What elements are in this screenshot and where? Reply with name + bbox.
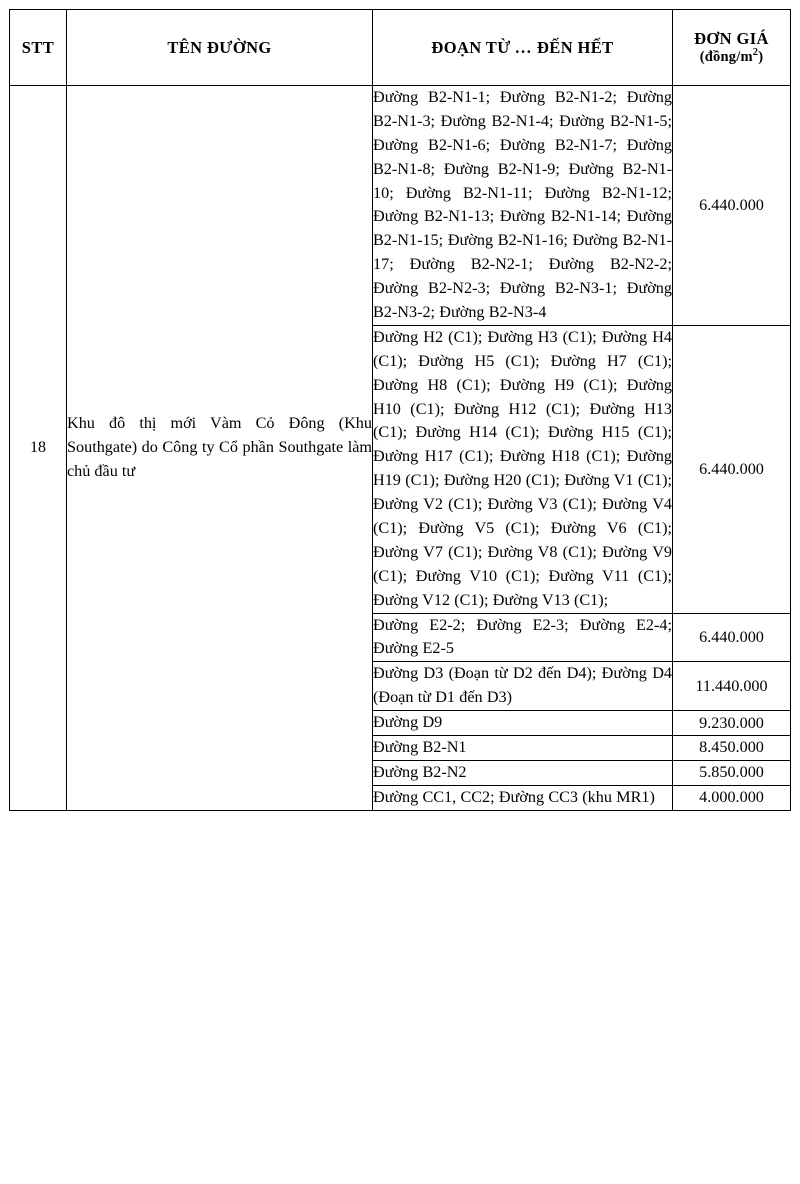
unit-price-title: ĐƠN GIÁ [694, 28, 769, 48]
header-row [10, 10, 791, 86]
unit-prefix: (đồng/m [699, 49, 753, 66]
cell-price: 6.440.000 [673, 613, 791, 662]
cell-segment: Đường B2-N1-1; Đường B2-N1-2; Đường B2-N1-3; Đường B2-N1-4; Đường B2-N1-5; Đường B2-N1-6; Đường B2-N1-7; Đường B2-N1-8; Đường B2-N1-9; Đường B2-N1-10; Đường B2-N1-11; Đường B2-N1-12; Đường B2-N1-13; Đường B2-N1-14; Đường B2-N1-15; Đường B2-N1-16; Đường B2-N1-17; Đường B2-N2-1; Đường B2-N2-2; Đường B2-N2-3; Đường B2-N3-1; Đường B2-N3-2; Đường B2-N3-4 [373, 86, 673, 326]
table-header [10, 10, 791, 86]
column-header-stt: STT [10, 10, 67, 86]
cell-price: 6.440.000 [673, 325, 791, 613]
column-header-street-name: TÊN ĐƯỜNG [67, 10, 373, 86]
cell-price: 6.440.000 [673, 86, 791, 326]
cell-segment: Đường E2-2; Đường E2-3; Đường E2-4; Đường E2-5 [373, 613, 673, 662]
cell-segment: Đường B2-N1 [373, 736, 673, 761]
column-header-segment [373, 10, 673, 86]
cell-segment: Đường H2 (C1); Đường H3 (C1); Đường H4 (C1); Đường H5 (C1); Đường H7 (C1); Đường H8 (C1); Đường H9 (C1); Đường H10 (C1); Đường H12 (C1); Đường H13 (C1); Đường H14 (C1); Đường H15 (C1); Đường H17 (C1); Đường H18 (C1); Đường H19 (C1); Đường H20 (C1); Đường V1 (C1); Đường V2 (C1); Đường V3 (C1); Đường V4 (C1); Đường V5 (C1); Đường V6 (C1); Đường V7 (C1); Đường V8 (C1); Đường V9 (C1); Đường V10 (C1); Đường V11 (C1); Đường V12 (C1); Đường V13 (C1); [373, 325, 673, 613]
cell-price: 11.440.000 [673, 662, 791, 711]
segment-header-tail: ĐẾN HẾT [532, 37, 614, 57]
unit-price-unit [673, 49, 790, 66]
cell-price: 4.000.000 [673, 785, 791, 810]
table-row [10, 86, 791, 326]
cell-price: 8.450.000 [673, 736, 791, 761]
table-body [10, 86, 791, 811]
segment-header-main: ĐOẠN TỪ [431, 37, 516, 57]
column-header-unit-price [673, 10, 791, 86]
land-price-table [9, 9, 791, 811]
cell-price: 5.850.000 [673, 760, 791, 785]
unit-exponent: 2 [752, 47, 759, 59]
cell-segment: Đường D3 (Đoạn từ D2 đến D4); Đường D4 (Đoạn từ D1 đến D3) [373, 662, 673, 711]
cell-segment: Đường B2-N2 [373, 760, 673, 785]
unit-suffix: ) [758, 49, 764, 66]
segment-header-ellipsis: ... [515, 37, 533, 57]
cell-segment: Đường CC1, CC2; Đường CC3 (khu MR1) [373, 785, 673, 810]
cell-price: 9.230.000 [673, 711, 791, 736]
cell-stt: 18 [10, 86, 67, 811]
cell-street-name: Khu đô thị mới Vàm Cỏ Đông (Khu Southgate) do Công ty Cổ phần Southgate làm chủ đầu tư [67, 86, 373, 811]
cell-segment: Đường D9 [373, 711, 673, 736]
